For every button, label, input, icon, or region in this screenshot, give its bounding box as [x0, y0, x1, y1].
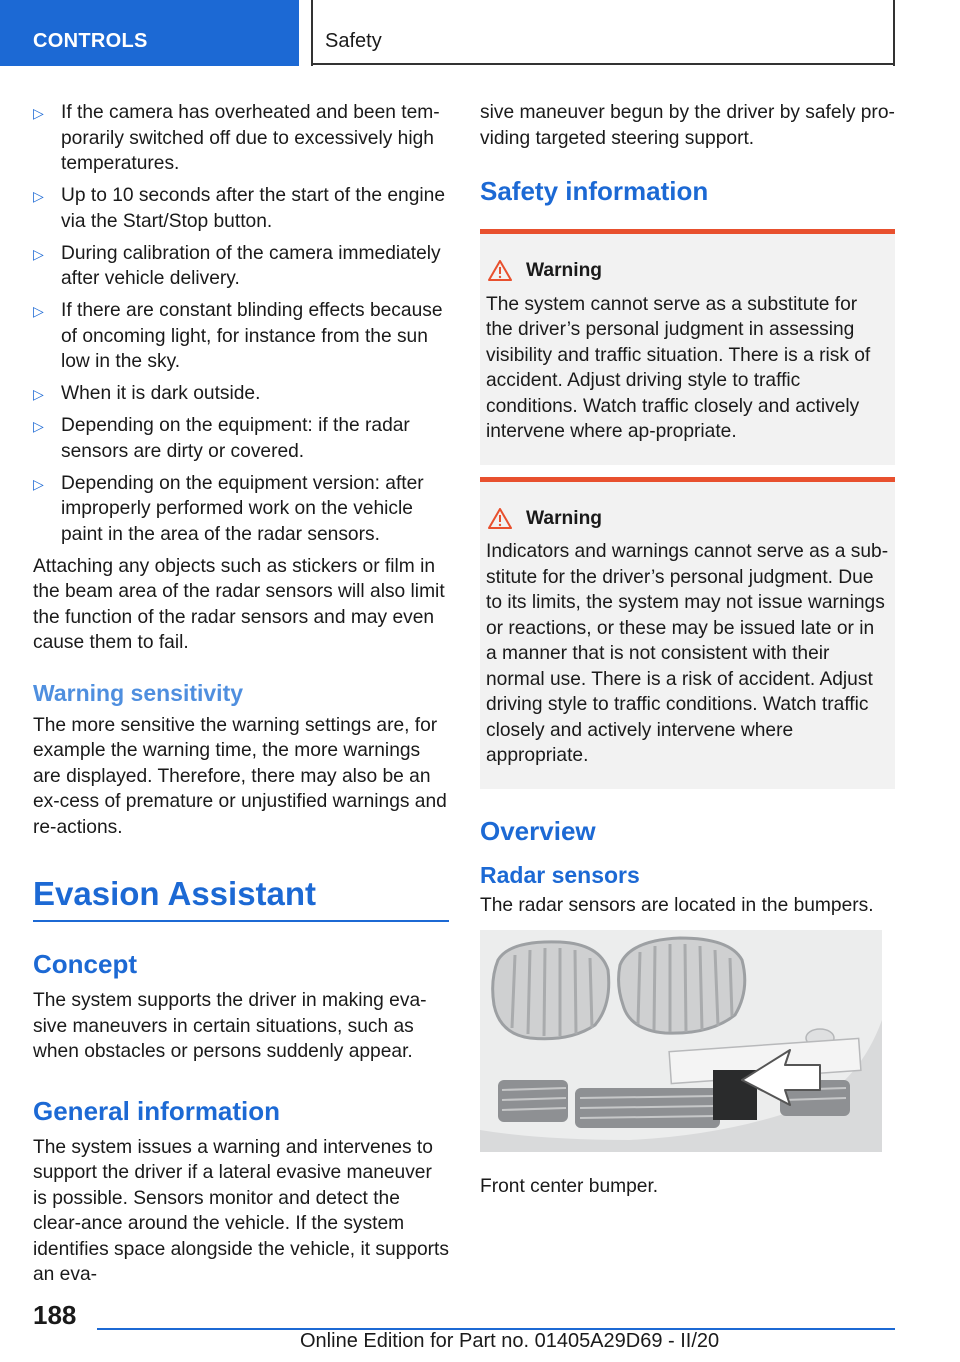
radar-sensors-heading: Radar sensors [480, 861, 640, 888]
warning-triangle-icon [488, 508, 512, 529]
triangle-bullet-icon: ▷ [33, 475, 44, 492]
triangle-bullet-icon: ▷ [33, 188, 44, 204]
warning-box [480, 477, 895, 789]
header-underline [311, 63, 895, 65]
concept-text: The system supports the driver in making eva‐sive maneuvers in certain situations, such as when obstacles or persons suddenly appear. [33, 990, 427, 1062]
continued-paragraph: sive maneuver begun by the driver by safely pro‐viding targeted steering support. [480, 102, 895, 149]
photo-caption: Front center bumper. [480, 1175, 659, 1197]
warning-sensitivity-text: The more sensitive the warning settings are, for example the warning time, the more warnings are displayed. Therefore, there may also be an ex‐cess of premature or unjustified warnings and re‐actions. [33, 714, 447, 838]
warning-triangle-icon [488, 260, 512, 281]
section-label: CONTROLS [33, 30, 148, 52]
safety-information-heading: Safety information [480, 176, 709, 206]
list-item: ▷ During calibration of the camera immediately after vehicle delivery. [33, 242, 441, 289]
overview-heading: Overview [480, 815, 596, 846]
right-column [480, 100, 895, 1199]
triangle-bullet-icon: ▷ [33, 105, 44, 121]
header-divider-right [893, 0, 895, 66]
page-header [0, 0, 960, 66]
triangle-bullet-icon: ▷ [33, 418, 44, 434]
list-item: ▷ When it is dark outside. [33, 381, 449, 407]
warning-sensitivity-heading: Warning sensitivity [33, 679, 244, 706]
warning-title: Warning [486, 506, 889, 532]
evasion-assistant-title: Evasion Assistant [33, 874, 449, 922]
list-item: ▷ If the camera has overheated and been tem‐porarily switched off due to excessively high temperatures. [33, 102, 440, 174]
left-column [33, 100, 449, 1288]
triangle-bullet-icon: ▷ [33, 245, 44, 262]
triangle-bullet-icon: ▷ [33, 303, 44, 319]
page-number: 188 [33, 1300, 77, 1330]
warning-title: Warning [486, 258, 889, 284]
concept-heading: Concept [33, 949, 137, 979]
chapter-title: Safety [325, 30, 382, 52]
list-item: ▷ Depending on the equipment version: after improperly performed work on the vehicle paint in the area of the radar sensors. [33, 472, 424, 545]
condition-list [33, 100, 449, 547]
triangle-bullet-icon: ▷ [33, 386, 44, 402]
general-information-heading: General information [33, 1095, 281, 1126]
list-item: ▷ Depending on the equipment: if the radar sensors are dirty or covered. [33, 415, 410, 462]
list-item: ▷ If there are constant blinding effects because of oncoming light, for instance from the sun low in the sky. [33, 300, 443, 372]
footer-edition [300, 1330, 719, 1353]
attaching-paragraph: Attaching any objects such as stickers or film in the beam area of the radar sensors will also limit the function of the radar sensors and may even cause them to fail. [33, 555, 445, 653]
edition-text: Online Edition for Part no. 01405A29D69 - II/20 [300, 1330, 720, 1352]
warning-text: The system cannot serve as a substitute for the driver’s personal judgment in assessing visibility and traffic situation. There is a risk of accident. Adjust driving style to traffic conditions. Watch traffic closely and actively intervene where ap‐propriate. [486, 293, 871, 442]
radar-sensors-text: The radar sensors are located in the bumpers. [480, 894, 874, 916]
front-bumper-photo [480, 930, 882, 1152]
list-item: ▷ Up to 10 seconds after the start of the engine via the Start/Stop button. [33, 185, 445, 232]
warning-box [480, 229, 895, 465]
general-information-text: The system issues a warning and intervenes to support the driver if a lateral evasive maneuver is possible. Sensors monitor and detect the clear‐ance around the vehicle. If the system identifies space alongside the vehicle, it supports an eva‐ [33, 1136, 449, 1285]
warning-text: Indicators and warnings cannot serve as a sub‐stitute for the driver’s personal judgment. Due to its limits, the system may not issue warnings or reactions, or these may be issued late or in a manner that is not consistent with their normal use. There is a risk of accident. Adjust driving style to traffic conditions. Watch traffic closely and actively intervene where appropriate. [486, 541, 889, 766]
section-tab [0, 0, 299, 66]
header-divider [311, 0, 313, 66]
